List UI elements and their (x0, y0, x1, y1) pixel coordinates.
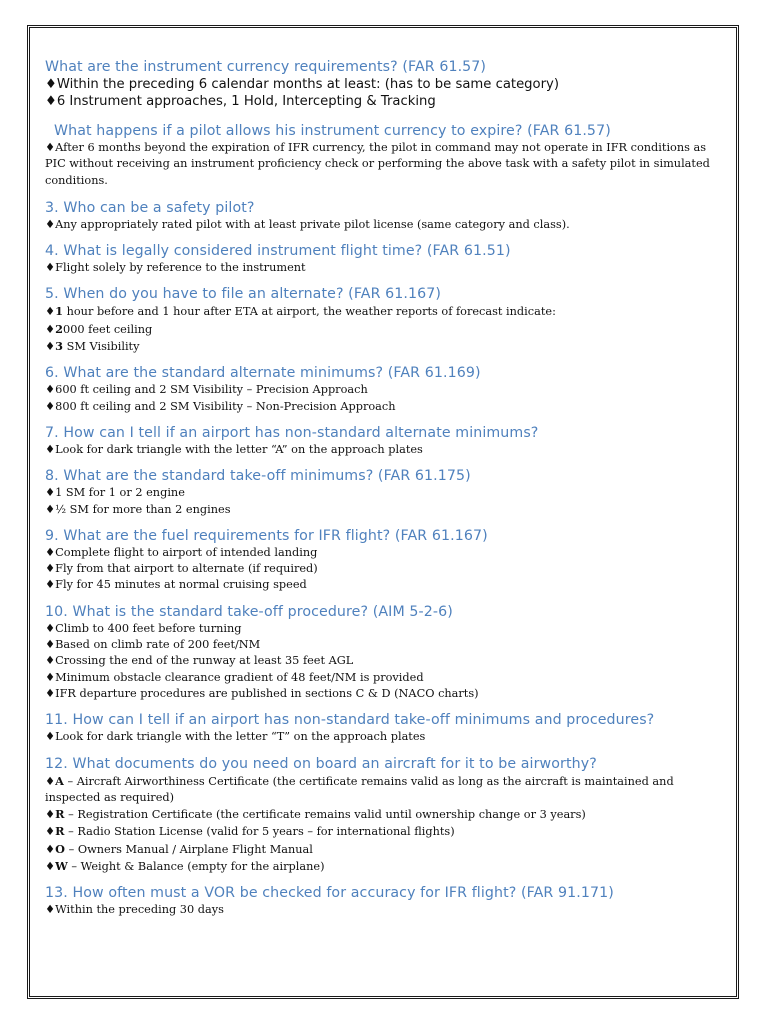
bullet-glyph: ♦ (45, 340, 56, 354)
answer-line: ♦Based on climb rate of 200 feet/NM (45, 638, 261, 652)
answer-line: ♦Fly for 45 minutes at normal cruising speed (45, 578, 307, 592)
bullet-glyph: ♦ (45, 860, 56, 874)
question-13 (45, 884, 735, 918)
question-title: 4. What is legally considered instrument flight time? (FAR 61.51) (45, 243, 511, 260)
answer-line (45, 303, 735, 320)
answer-line (45, 841, 735, 858)
question-4 (45, 242, 735, 276)
question-9 (45, 527, 735, 594)
answer-line: ♦6 Instrument approaches, 1 Hold, Intercepting & Tracking (45, 94, 436, 109)
answer-line: ♦800 ft ceiling and 2 SM Visibility – Non-Precision Approach (45, 399, 396, 413)
question-5 (45, 285, 735, 355)
answer-text: SM Visibility (63, 340, 140, 354)
answer-line: ♦Fly from that airport to alternate (if required) (45, 562, 318, 576)
answer-key: R (55, 824, 65, 839)
answer-key: 2 (55, 321, 64, 336)
answer-line: ♦Within the preceding 6 calendar months at least: (has to be same category) (45, 77, 559, 92)
bullet-glyph: ♦ (45, 825, 56, 839)
answer-line (45, 858, 735, 875)
question-6 (45, 364, 735, 415)
answer-line: ♦Crossing the end of the runway at least 35 feet AGL (45, 654, 354, 668)
question-title: 6. What are the standard alternate minimums? (FAR 61.169) (45, 365, 481, 382)
question-12 (45, 755, 735, 876)
answer-text: – Owners Manual / Airplane Flight Manual (64, 842, 313, 856)
question-title: 5. When do you have to file an alternate? (FAR 61.167) (45, 286, 442, 303)
answer-key: W (55, 859, 68, 874)
answer-line: ♦Look for dark triangle with the letter “A” on the approach plates (45, 442, 423, 456)
answer-key: A (55, 773, 64, 788)
answer-text: – Aircraft Airworthiness Certificate (the certificate remains valid as long as the aircraft is maintained and inspected as required) (45, 774, 674, 804)
bullet-glyph: ♦ (45, 842, 56, 856)
answer-text: 000 feet ceiling (63, 322, 153, 336)
question-title: 13. How often must a VOR be checked for accuracy for IFR flight? (FAR 91.171) (45, 885, 614, 902)
answer-line: ♦IFR departure procedures are published in sections C & D (NACO charts) (45, 686, 479, 700)
answer-line: ♦Complete flight to airport of intended landing (45, 545, 318, 559)
question-2 (45, 122, 735, 189)
answer-line: ♦½ SM for more than 2 engines (45, 502, 231, 516)
bullet-glyph: ♦ (45, 774, 56, 788)
question-title: What are the instrument currency requirements? (FAR 61.57) (45, 59, 487, 75)
answer-paragraph: ♦After 6 months beyond the expiration of IFR currency, the pilot in command may not operate in IFR conditions as PIC without receiving an instrument proficiency check or performing the above task with a safety pilot in simulated conditions. (45, 141, 710, 187)
question-title: 9. What are the fuel requirements for IFR flight? (FAR 61.167) (45, 527, 488, 544)
answer-key: 3 (55, 339, 64, 354)
answer-key: 1 (55, 304, 64, 319)
bullet-glyph: ♦ (45, 808, 56, 822)
answer-line: ♦Look for dark triangle with the letter “T” on the approach plates (45, 730, 426, 744)
answer-line: ♦Climb to 400 feet before turning (45, 621, 242, 635)
question-title: 3. Who can be a safety pilot? (45, 199, 255, 216)
question-7 (45, 424, 735, 458)
question-title: 11. How can I tell if an airport has non-standard take-off minimums and procedures? (45, 712, 655, 729)
answer-line (45, 806, 735, 823)
question-title: 8. What are the standard take-off minimums? (FAR 61.175) (45, 468, 471, 485)
answer-key: R (55, 807, 65, 822)
question-title: 12. What documents do you need on board an aircraft for it to be airworthy? (45, 755, 597, 772)
answer-key: O (55, 841, 65, 856)
answer-line (45, 321, 735, 338)
answer-text: – Weight & Balance (empty for the airplane) (67, 860, 325, 874)
bullet-glyph: ♦ (45, 322, 56, 336)
answer-line: ♦Minimum obstacle clearance gradient of 48 feet/NM is provided (45, 670, 424, 684)
question-1 (45, 58, 735, 110)
answer-line: ♦Flight solely by reference to the instrument (45, 261, 306, 275)
answer-text: – Radio Station License (valid for 5 years – for international flights) (64, 825, 455, 839)
answer-line: ♦1 SM for 1 or 2 engine (45, 486, 185, 500)
question-title: 7. How can I tell if an airport has non-standard alternate minimums? (45, 424, 539, 441)
answer-line: ♦Any appropriately rated pilot with at least private pilot license (same category and class). (45, 217, 570, 231)
answer-line (45, 823, 735, 840)
answer-text: hour before and 1 hour after ETA at airport, the weather reports of forecast indicate: (63, 305, 556, 319)
answer-line: ♦600 ft ceiling and 2 SM Visibility – Precision Approach (45, 383, 368, 397)
bullet-glyph: ♦ (45, 305, 56, 319)
question-11 (45, 711, 735, 745)
answer-line (45, 773, 725, 807)
question-8 (45, 467, 735, 518)
question-title: What happens if a pilot allows his instrument currency to expire? (FAR 61.57) (54, 123, 611, 139)
answer-line: ♦Within the preceding 30 days (45, 903, 224, 917)
question-10 (45, 603, 735, 702)
question-title: 10. What is the standard take-off procedure? (AIM 5-2-6) (45, 603, 453, 620)
answer-line (45, 338, 735, 355)
question-3 (45, 199, 735, 233)
document-body (45, 58, 735, 919)
answer-text: – Registration Certificate (the certificate remains valid until ownership change or 3 years) (64, 808, 586, 822)
